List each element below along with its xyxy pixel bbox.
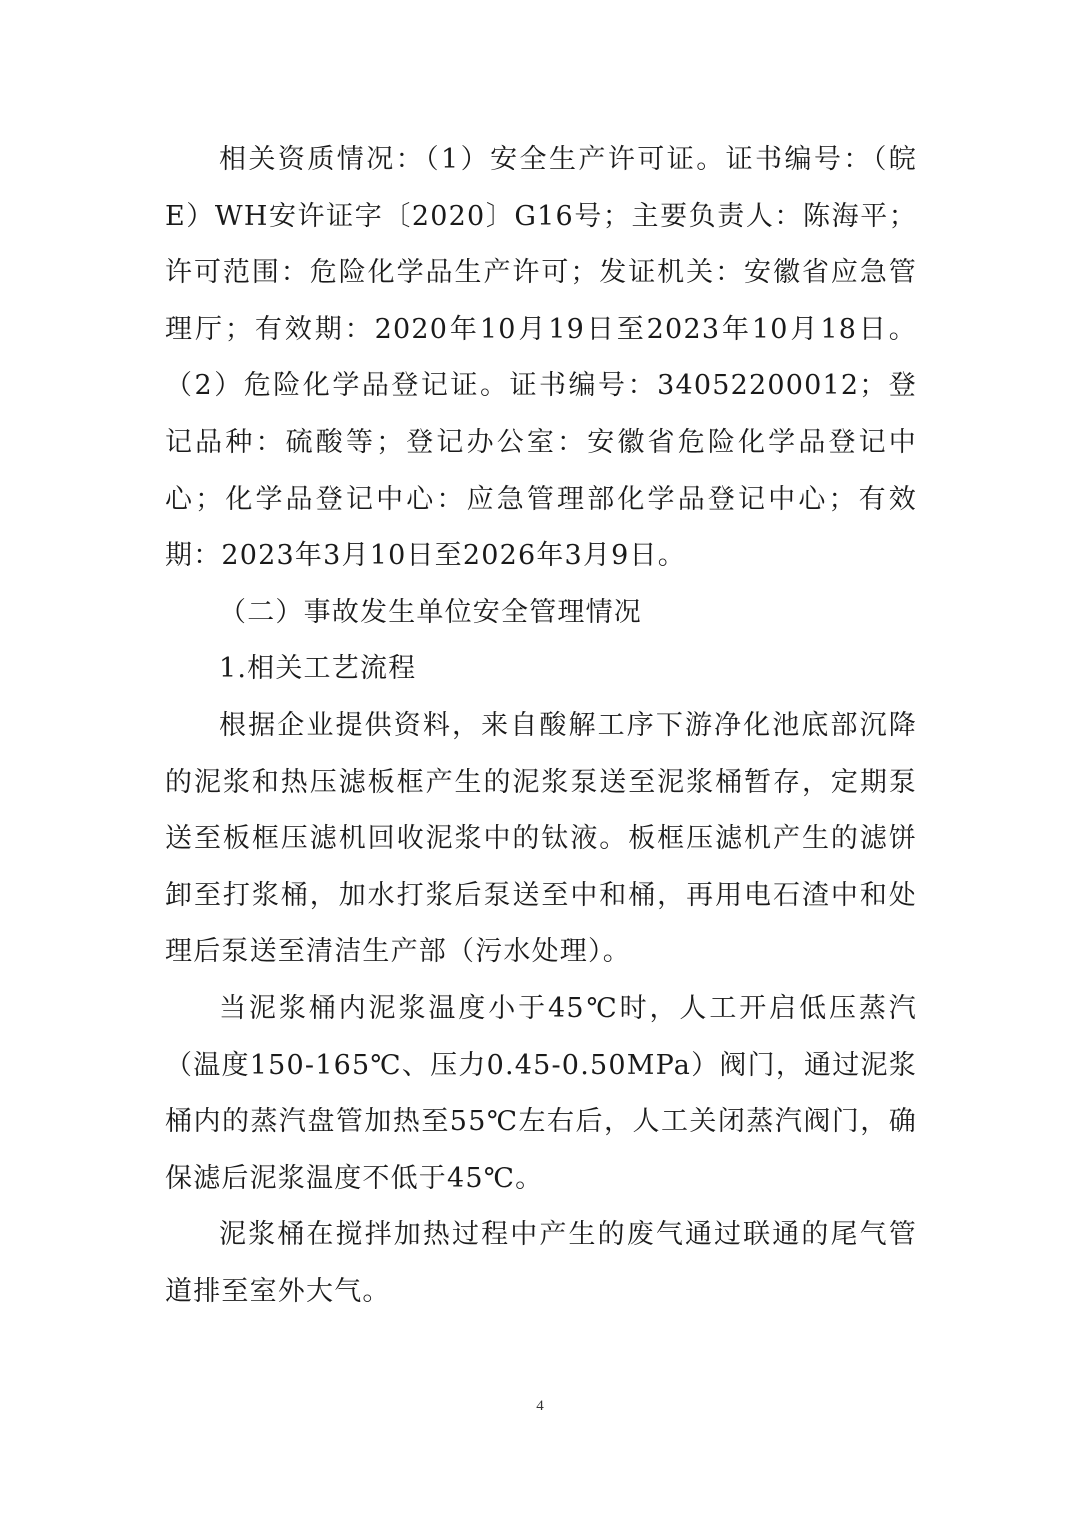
document-body	[165, 132, 917, 1320]
paragraph-process-description: 根据企业提供资料，来自酸解工序下游净化池底部沉降的泥浆和热压滤板框产生的泥浆泵送至泥浆桶暂存，定期泵送至板框压滤机回收泥浆中的钛液。板框压滤机产生的滤饼卸至打浆桶，加水打浆后泵送至中和桶，再用电石渣中和处理后泵送至清洁生产部（污水处理）。	[165, 709, 917, 968]
section-heading-safety-management: （二）事故发生单位安全管理情况	[219, 596, 642, 628]
paragraph-heating-procedure: 当泥浆桶内泥浆温度小于45℃时，人工开启低压蒸汽（温度150-165℃、压力0.45-0.50MPa）阀门，通过泥浆桶内的蒸汽盘管加热至55℃左右后，人工关闭蒸汽阀门，确保滤后泥浆温度不低于45℃。	[165, 992, 917, 1194]
paragraph-qualifications: 相关资质情况：（1）安全生产许可证。证书编号：（皖E）WH安许证字〔2020〕G16号；主要负责人：陈海平；许可范围：危险化学品生产许可；发证机关：安徽省应急管理厅；有效期：2020年10月19日至2023年10月18日。（2）危险化学品登记证。证书编号：34052200012；登记品种：硫酸等；登记办公室：安徽省危险化学品登记中心；化学品登记中心：应急管理部化学品登记中心；有效期：2023年3月10日至2026年3月9日。	[165, 144, 917, 572]
page-number: 4	[536, 1398, 544, 1414]
paragraph-exhaust: 泥浆桶在搅拌加热过程中产生的废气通过联通的尾气管道排至室外大气。	[165, 1219, 917, 1307]
subsection-heading-process-flow: 1.相关工艺流程	[219, 653, 417, 685]
